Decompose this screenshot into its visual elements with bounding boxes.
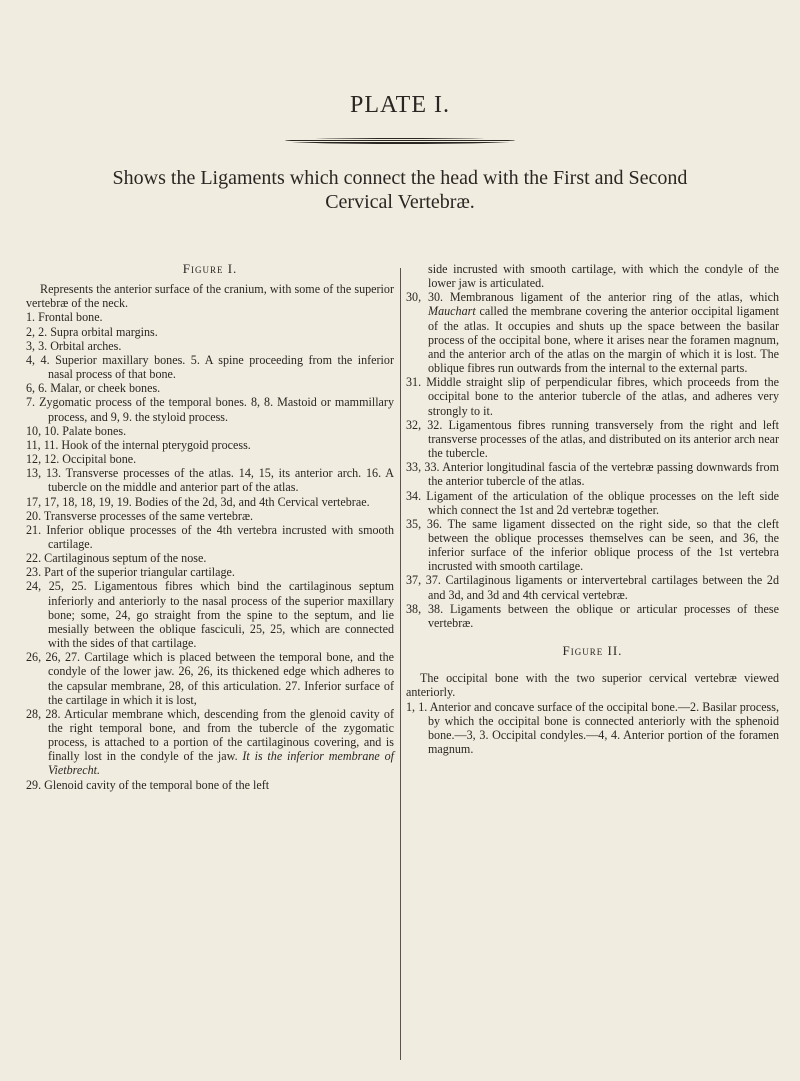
entry-30-text-b: called the membrane covering the anterior occipital ligament of the atlas. It occupies and shuts up the space between the basilar process of the occipital bone, where it arises near the foramen magnum, and the anterior arch of the atlas on the margin of which it is lost. The oblique fibres run outwards from the internal to the external parts. <box>428 304 779 376</box>
plate-title: PLATE I. <box>350 92 450 118</box>
entry-29-continuation: side incrusted with smooth cartilage, with which the condyle of the lower jaw is articulated. <box>428 262 779 291</box>
entry: 38, 38. Ligaments between the oblique or articular processes of these vertebræ. <box>406 601 779 630</box>
entry: 3, 3. Orbital arches. <box>26 338 122 353</box>
entry: 22. Cartilaginous septum of the nose. <box>26 551 207 566</box>
entry: 21. Inferior oblique processes of the 4th vertebra incrusted with smooth cartilage. <box>26 522 394 551</box>
entry: 2, 2. Supra orbital margins. <box>26 324 158 339</box>
heading-line-2: Cervical Vertebræ. <box>325 191 475 213</box>
entry: 37, 37. Cartilaginous ligaments or intervertebral cartilages between the 2d and 3d, and 3d and 4th cervical vertebræ. <box>406 573 779 602</box>
entry: 31. Middle straight slip of perpendicular fibres, which proceeds from the occipital bone to the anterior tubercle of the atlas, and adheres very strongly to it. <box>406 375 779 418</box>
entry-30-text-a: 30, 30. Membranous ligament of the anterior ring of the atlas, which <box>406 290 779 305</box>
entry: 26, 26, 27. Cartilage which is placed between the temporal bone, and the condyle of the lower jaw. 26, 26, its thickened edge which adheres to the capsular membrane, 28, of this articulation. 27. Inferior surface of the cartilage in which it is lost, <box>26 650 394 707</box>
entry-28 <box>26 707 394 778</box>
figure-1-intro: Represents the anterior surface of the cranium, with some of the superior vertebræ of the neck. <box>26 282 394 311</box>
right-column <box>406 262 779 756</box>
entry-30 <box>406 290 779 375</box>
entry: 34. Ligament of the articulation of the oblique processes on the left side which connect the 1st and 2d vertebræ together. <box>406 488 779 517</box>
column-divider <box>400 268 401 1060</box>
heading-line-1: Shows the Ligaments which connect the head with the First and Second <box>112 167 688 189</box>
entry: 1. Frontal bone. <box>26 310 103 325</box>
entry: 4, 4. Superior maxillary bones. 5. A spine proceeding from the inferior nasal process of that bone. <box>26 352 394 382</box>
entry: 10, 10. Palate bones. <box>26 423 127 438</box>
figure-2-entry: 1, 1. Anterior and concave surface of the occipital bone.—2. Basilar process, by which the occipital bone is connected anteriorly with the sphenoid bone.—3, 3. Occipital condyles.—4, 4. Anterior portion of the foramen magnum. <box>406 699 779 756</box>
figure-1-title: Figure I. <box>182 261 238 276</box>
entry: 13, 13. Transverse processes of the atlas. 14, 15, its anterior arch. 16. A tubercle on the middle and anterior part of the atlas. <box>26 466 394 495</box>
entry: 23. Part of the superior triangular cartilage. <box>26 565 235 580</box>
entry-28-italic: It is the inferior membrane of Vietbrecht. <box>48 749 394 778</box>
left-column <box>26 262 394 792</box>
entry: 33, 33. Anterior longitudinal fascia of the vertebræ passing downwards from the anterior tubercle of the atlas. <box>406 460 779 489</box>
entry: 7. Zygomatic process of the temporal bones. 8, 8. Mastoid or mammillary process, and 9, 9. the styloid process. <box>26 395 394 424</box>
entry: 6, 6. Malar, or cheek bones. <box>26 381 161 396</box>
entry-29: 29. Glenoid cavity of the temporal bone of the left <box>26 777 270 792</box>
entry-28-text: 28, 28. Articular membrane which, descending from the glenoid cavity of the right temporal bone, and from the tubercle of the zygomatic process, is attached to a portion of the cartilaginous covering, and is finally lost in the condyle of the jaw. <box>26 706 394 764</box>
title-rule <box>285 138 515 144</box>
entry: 17, 17, 18, 18, 19, 19. Bodies of the 2d, 3d, and 4th Cervical vertebrae. <box>26 494 370 509</box>
entry: 32, 32. Ligamentous fibres running transversely from the right and left transverse processes of the atlas, and distributed on its anterior arch near the tubercle. <box>406 417 779 461</box>
entry: 35, 36. The same ligament dissected on the right side, so that the cleft between the oblique processes themselves can be seen, and 36, the inferior surface of the inferior oblique process of the 1st vertebra incrusted with smooth cartilage. <box>406 516 779 574</box>
plate-heading <box>20 166 780 214</box>
entry-30-italic: Mauchart <box>428 304 476 319</box>
entry: 20. Transverse processes of the same vertebræ. <box>26 508 254 523</box>
figure-2-title: Figure II. <box>562 643 623 659</box>
entry: 11, 11. Hook of the internal pterygoid process. <box>26 437 251 452</box>
figure-2-intro: The occipital bone with the two superior cervical vertebræ viewed anteriorly. <box>406 671 779 700</box>
entry: 12, 12. Occipital bone. <box>26 452 137 467</box>
entry: 24, 25, 25. Ligamentous fibres which bind the cartilaginous septum inferiorly and anteriorly to the nasal process of the superior maxillary bone; some, 24, go straight from the spine to the septum, and lie mesially between the oblique fasciculi, 25, 25, which are connected with the sides of that cartilage. <box>26 579 394 651</box>
